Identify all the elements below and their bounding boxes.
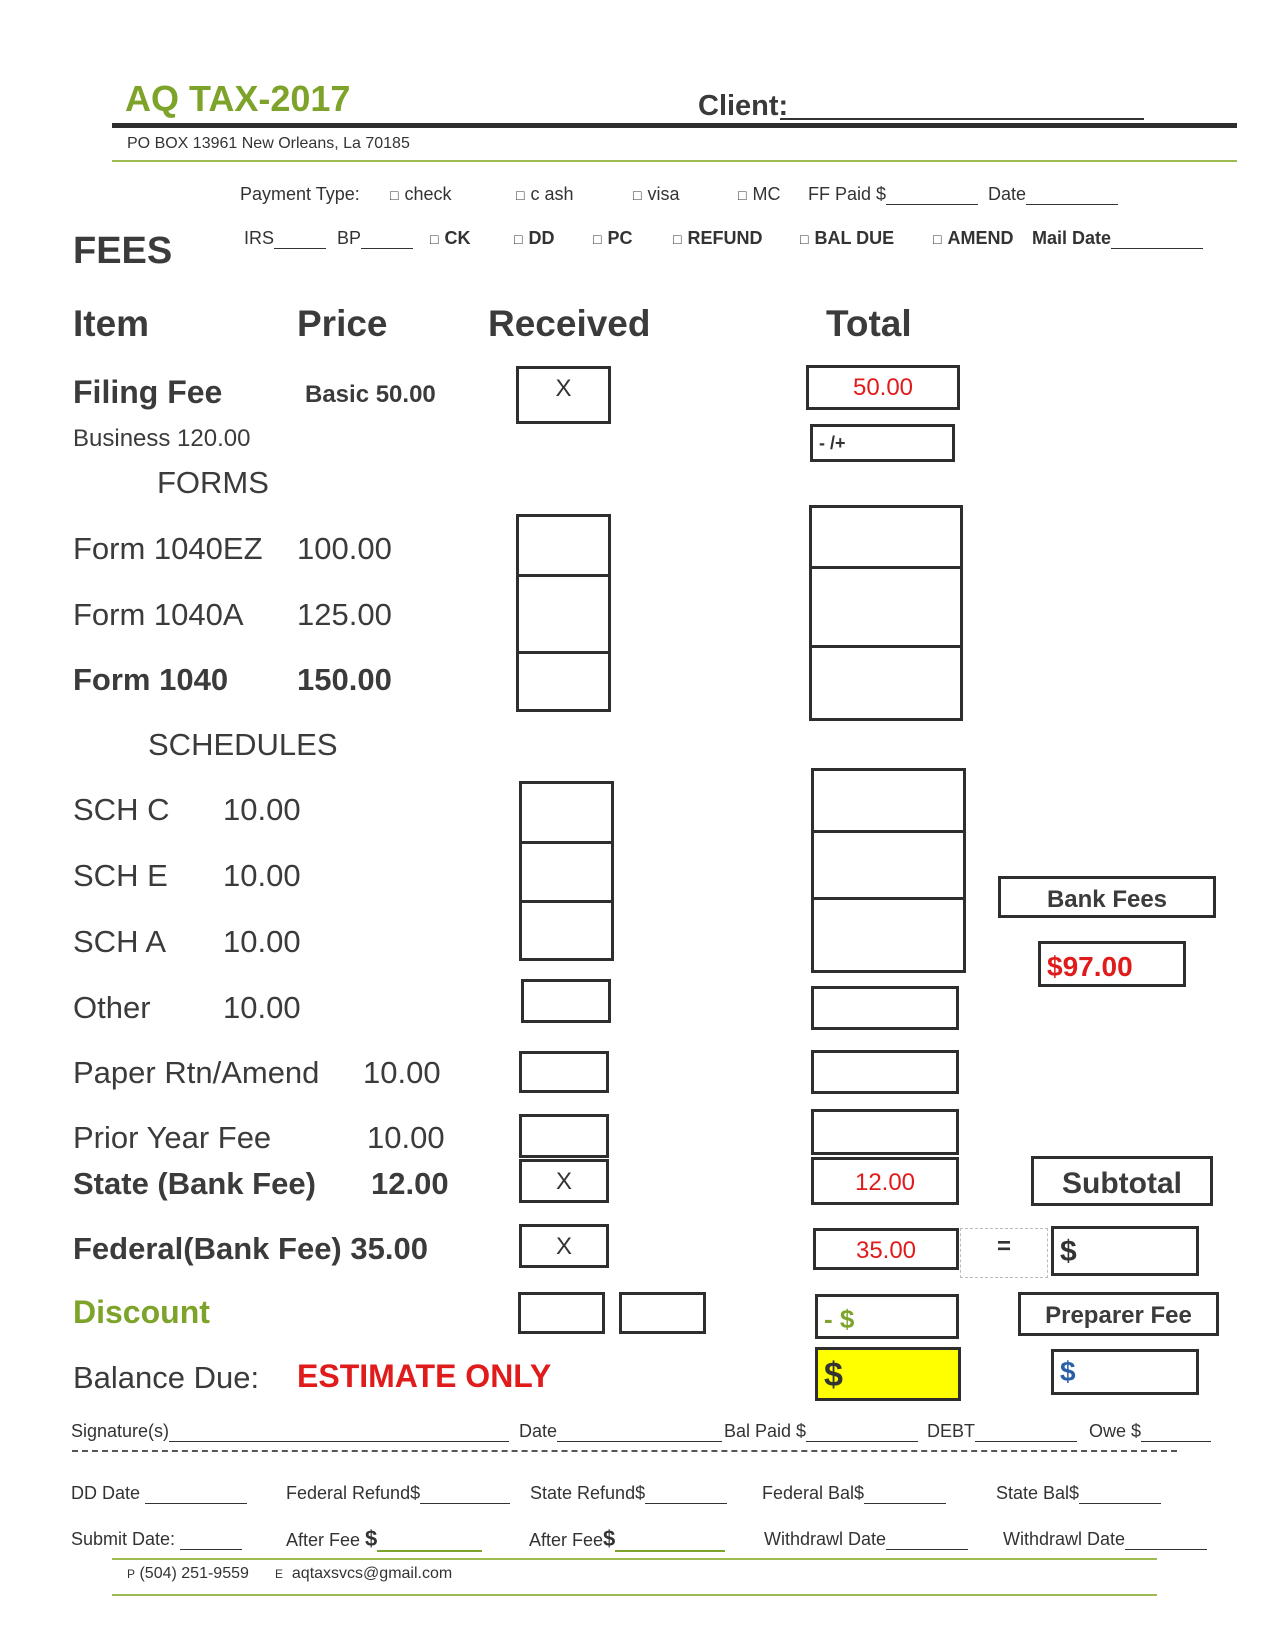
- subtotal-header: Subtotal: [1031, 1156, 1213, 1206]
- bal-paid-field[interactable]: Bal Paid $: [724, 1421, 918, 1442]
- prior-received[interactable]: [519, 1114, 609, 1158]
- code-ck[interactable]: □ CK: [430, 228, 471, 248]
- federal-name: Federal(Bank Fee) 35.00: [73, 1231, 428, 1266]
- address-rule: [112, 160, 1237, 162]
- client-field[interactable]: [780, 118, 1144, 120]
- code-amend[interactable]: □ AMEND: [933, 228, 1014, 248]
- sch-a-received[interactable]: [519, 900, 614, 961]
- checkbox-icon[interactable]: □: [738, 187, 747, 203]
- sch-c-price: 10.00: [223, 792, 301, 827]
- form-1040-price: 150.00: [297, 662, 392, 697]
- date-field[interactable]: Date: [988, 184, 1118, 205]
- brand-title: AQ TAX-2017: [125, 78, 351, 119]
- cut-line: [72, 1450, 1177, 1452]
- checkbox-icon[interactable]: □: [673, 231, 682, 247]
- filing-fee-received[interactable]: X: [516, 366, 611, 424]
- paper-received[interactable]: [519, 1051, 609, 1093]
- state-received[interactable]: X: [519, 1159, 609, 1203]
- filing-fee-label: Filing Fee: [73, 374, 223, 410]
- paper-price: 10.00: [363, 1055, 441, 1090]
- discount-total[interactable]: - $: [815, 1294, 959, 1339]
- form-1040-received[interactable]: [516, 651, 611, 712]
- debt-field[interactable]: DEBT: [927, 1421, 1077, 1442]
- email: E aqtaxsvcs@gmail.com: [275, 1565, 453, 1582]
- form-1040ez-name: Form 1040EZ: [73, 531, 263, 566]
- col-item: Item: [73, 303, 150, 344]
- sch-a-name: SCH A: [73, 924, 167, 959]
- prior-total[interactable]: [811, 1109, 959, 1155]
- payment-mc[interactable]: □ MC: [738, 184, 781, 204]
- form-1040a-name: Form 1040A: [73, 597, 244, 632]
- mail-date-field[interactable]: Mail Date: [1032, 228, 1203, 249]
- state-bal-field[interactable]: State Bal$: [996, 1483, 1161, 1504]
- after-fee-field-2[interactable]: After Fee$: [529, 1526, 725, 1552]
- other-price: 10.00: [223, 990, 301, 1025]
- checkbox-icon[interactable]: □: [933, 231, 942, 247]
- checkbox-icon[interactable]: □: [390, 187, 399, 203]
- payment-cash[interactable]: □ c ash: [516, 184, 574, 204]
- checkbox-icon[interactable]: □: [593, 231, 602, 247]
- equals-cell: =: [960, 1228, 1048, 1278]
- sch-e-price: 10.00: [223, 858, 301, 893]
- bank-fees-header: Bank Fees: [998, 876, 1216, 918]
- signature-field[interactable]: Signature(s): [71, 1421, 509, 1442]
- col-price: Price: [297, 303, 388, 344]
- state-name: State (Bank Fee): [73, 1166, 316, 1201]
- header-rule: [112, 123, 1237, 128]
- checkbox-icon[interactable]: □: [633, 187, 642, 203]
- contact-rule-top: [112, 1558, 1157, 1560]
- state-total[interactable]: 12.00: [811, 1157, 959, 1205]
- sch-a-price: 10.00: [223, 924, 301, 959]
- sch-e-name: SCH E: [73, 858, 168, 893]
- withdrawl-date-field-2[interactable]: Withdrawl Date: [1003, 1529, 1207, 1550]
- form-1040ez-price: 100.00: [297, 531, 392, 566]
- sch-e-received[interactable]: [519, 841, 614, 903]
- withdrawl-date-field-1[interactable]: Withdrawl Date: [764, 1529, 968, 1550]
- sch-c-received[interactable]: [519, 781, 614, 844]
- federal-bal-field[interactable]: Federal Bal$: [762, 1483, 946, 1504]
- discount-field-1[interactable]: [518, 1292, 605, 1334]
- checkbox-icon[interactable]: □: [800, 231, 809, 247]
- client-label: Client:: [698, 90, 789, 122]
- estimate-only: ESTIMATE ONLY: [297, 1358, 552, 1394]
- fees-title: FEES: [73, 230, 173, 272]
- paper-total[interactable]: [811, 1050, 959, 1094]
- prior-price: 10.00: [367, 1120, 445, 1155]
- balance-total[interactable]: $: [815, 1347, 961, 1401]
- form-1040ez-total[interactable]: [809, 505, 963, 569]
- code-pc[interactable]: □ PC: [593, 228, 633, 248]
- payment-type-label: Payment Type:: [240, 184, 360, 204]
- form-1040a-total[interactable]: [809, 566, 963, 648]
- checkbox-icon[interactable]: □: [514, 231, 523, 247]
- filing-fee-business: Business 120.00: [73, 425, 251, 452]
- phone: P (504) 251-9559: [127, 1565, 249, 1582]
- col-total: Total: [826, 303, 912, 344]
- submit-date-field[interactable]: Submit Date:: [71, 1529, 242, 1550]
- code-refund[interactable]: □ REFUND: [673, 228, 763, 248]
- address: PO BOX 13961 New Orleans, La 70185: [127, 135, 410, 152]
- balance-label: Balance Due:: [73, 1360, 260, 1395]
- bank-fees-value[interactable]: $97.00: [1038, 941, 1186, 987]
- federal-refund-field[interactable]: Federal Refund$: [286, 1483, 510, 1504]
- contact-rule-bottom: [112, 1594, 1157, 1596]
- filing-fee-total[interactable]: 50.00: [806, 365, 960, 410]
- form-1040a-price: 125.00: [297, 597, 392, 632]
- owe-field[interactable]: Owe $: [1089, 1421, 1211, 1442]
- payment-visa[interactable]: □ visa: [633, 184, 680, 204]
- state-price: 12.00: [371, 1166, 449, 1201]
- form-1040-total[interactable]: [809, 645, 963, 721]
- discount-field-2[interactable]: [619, 1292, 706, 1334]
- code-bal-due[interactable]: □ BAL DUE: [800, 228, 895, 248]
- discount-label: Discount: [73, 1294, 210, 1330]
- sch-a-total[interactable]: [811, 897, 966, 973]
- preparer-fee-value[interactable]: $: [1051, 1349, 1199, 1395]
- form-1040a-received[interactable]: [516, 574, 611, 654]
- after-fee-field-1[interactable]: After Fee $: [286, 1526, 482, 1552]
- payment-check[interactable]: □ check: [390, 184, 452, 204]
- other-total[interactable]: [811, 986, 959, 1030]
- forms-title: FORMS: [157, 465, 269, 500]
- state-refund-field[interactable]: State Refund$: [530, 1483, 727, 1504]
- filing-fee-adjust[interactable]: - /+: [810, 424, 955, 462]
- preparer-fee-header: Preparer Fee: [1018, 1292, 1219, 1336]
- col-received: Received: [488, 303, 651, 344]
- sch-e-total[interactable]: [811, 830, 966, 900]
- form-1040-name: Form 1040: [73, 662, 229, 697]
- filing-fee-basic: Basic 50.00: [305, 381, 436, 408]
- sig-date-field[interactable]: Date: [519, 1421, 722, 1442]
- federal-received[interactable]: X: [519, 1224, 609, 1268]
- sch-c-name: SCH C: [73, 792, 170, 827]
- prior-name: Prior Year Fee: [73, 1120, 272, 1155]
- paper-name: Paper Rtn/Amend: [73, 1055, 320, 1090]
- irs-field[interactable]: IRS: [244, 228, 326, 249]
- federal-total[interactable]: 35.00: [813, 1228, 959, 1270]
- other-received[interactable]: [521, 979, 611, 1023]
- sch-c-total[interactable]: [811, 768, 966, 833]
- dd-date-field[interactable]: DD Date: [71, 1483, 247, 1504]
- checkbox-icon[interactable]: □: [430, 231, 439, 247]
- bp-field[interactable]: BP: [337, 228, 413, 249]
- schedules-title: SCHEDULES: [148, 727, 338, 762]
- subtotal-value[interactable]: $: [1051, 1226, 1199, 1276]
- form-1040ez-received[interactable]: [516, 514, 611, 577]
- other-name: Other: [73, 990, 151, 1025]
- code-dd[interactable]: □ DD: [514, 228, 555, 248]
- ff-paid-field[interactable]: FF Paid $: [808, 184, 978, 205]
- checkbox-icon[interactable]: □: [516, 187, 525, 203]
